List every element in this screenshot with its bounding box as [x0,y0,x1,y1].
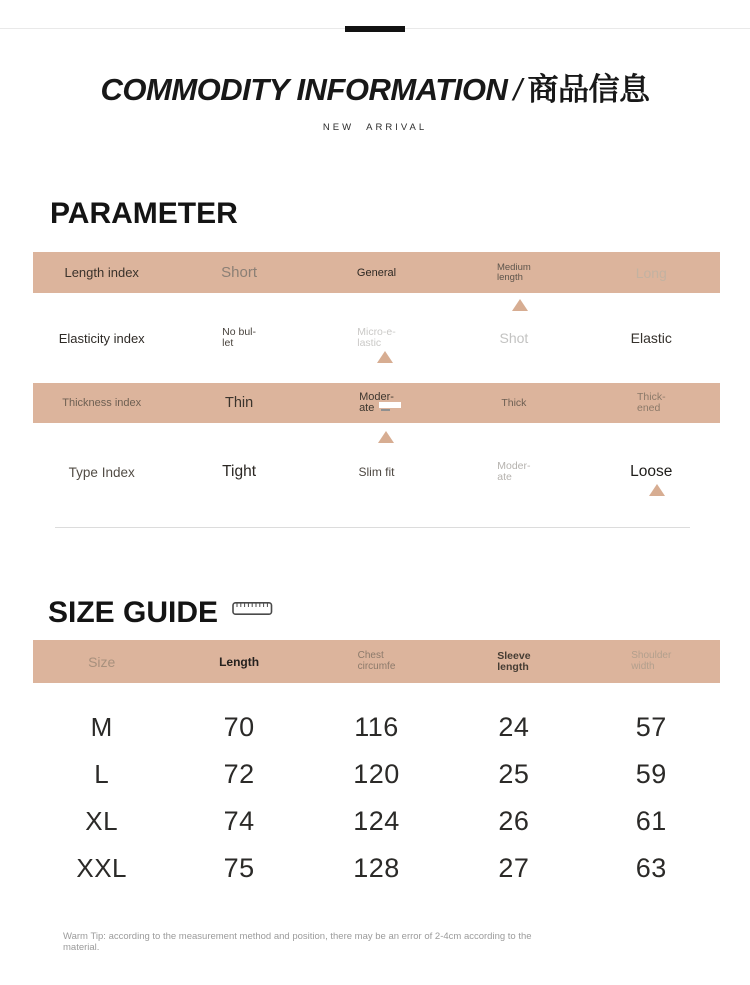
parameter-cell: General [356,266,397,279]
triangle-up-icon-moderate [378,431,394,443]
parameter-cell: No bul- let [222,326,257,349]
triangle-up-icon-loose [649,484,665,496]
parameter-cell: Short [221,264,258,281]
parameter-cell: Slim fit [358,465,395,479]
size-label: M [90,712,113,742]
row-label: Elasticity index [58,330,145,346]
size-value: 70 [223,712,255,742]
parameter-bottom-line [55,527,690,528]
parameter-cell: Elastic [630,330,672,346]
parameter-row-length [33,252,720,293]
parameter-cell: Thick- ened [636,391,666,414]
parameter-row-type [33,423,720,503]
page-subtitle: NEW ARRIVAL [322,122,428,133]
size-value: 75 [223,853,255,883]
warm-tip-line2: material. [63,942,100,953]
size-label: XL [85,806,119,836]
ruler-icon [232,590,273,624]
size-guide-body [33,704,720,892]
page-title [0,64,750,109]
size-value: 74 [223,806,255,836]
parameter-cell: Shot [499,330,529,346]
row-label: Length index [64,265,139,280]
size-label: L [94,759,110,789]
size-value: 116 [354,712,399,742]
triangle-up-icon-medium-length [512,299,528,311]
size-value: 27 [498,853,530,883]
parameter-cell: Tight [222,463,257,480]
column-header: Chest circumfe [357,650,396,672]
page-title-en: COMMODITY INFORMATION [100,72,508,107]
size-value: 57 [635,712,667,742]
size-value: 120 [353,759,400,789]
parameter-cell: Micro-e- lastic [357,326,396,349]
row-label: Type Index [68,464,135,480]
triangle-up-icon-micro-elastic [377,351,393,363]
column-header: Shoulder width [631,650,672,672]
size-value: 59 [635,759,667,789]
size-value: 25 [498,759,530,789]
size-row-m [33,704,720,751]
column-header: Sleeve length [497,650,531,673]
page-title-zh: 商品信息 [527,72,650,107]
page-title-separator: / [513,72,522,107]
column-header: Size [88,653,116,670]
size-value: 24 [498,712,530,742]
row-label: Thickness index [62,397,142,409]
size-guide-header-row [33,640,720,683]
size-value: 63 [635,853,667,883]
parameter-cell: Medium length [496,261,531,283]
parameter-cell: Thin [224,395,254,411]
size-guide-heading: SIZE GUIDE [48,590,273,630]
image-artifact-dash [381,409,390,411]
parameter-cell: Moder- ate [497,460,531,483]
parameter-row-elasticity [33,293,720,383]
parameter-cell: Loose [630,463,673,480]
column-header: Length [219,654,260,669]
parameter-cell: Moder- ate [359,390,394,414]
size-value: 72 [223,759,255,789]
parameter-cell: Thick [501,397,527,409]
size-label: XXL [76,853,128,883]
size-value: 26 [498,806,530,836]
size-value: 124 [353,806,400,836]
warm-tip [63,931,683,953]
warm-tip-line1: Warm Tip: according to the measurement method and position, there may be an error of 2-4cm according to the [63,931,532,942]
size-guide-table [33,640,720,892]
parameter-row-thickness [33,383,720,423]
image-artifact [379,402,401,408]
size-row-xxl [33,845,720,892]
top-accent-dash [345,26,405,32]
size-value: 61 [635,806,667,836]
parameter-heading: PARAMETER [50,197,238,230]
parameter-cell: Long [635,264,667,281]
size-value: 128 [353,853,400,883]
size-row-xl [33,798,720,845]
size-row-l [33,751,720,798]
parameter-table [33,252,720,503]
